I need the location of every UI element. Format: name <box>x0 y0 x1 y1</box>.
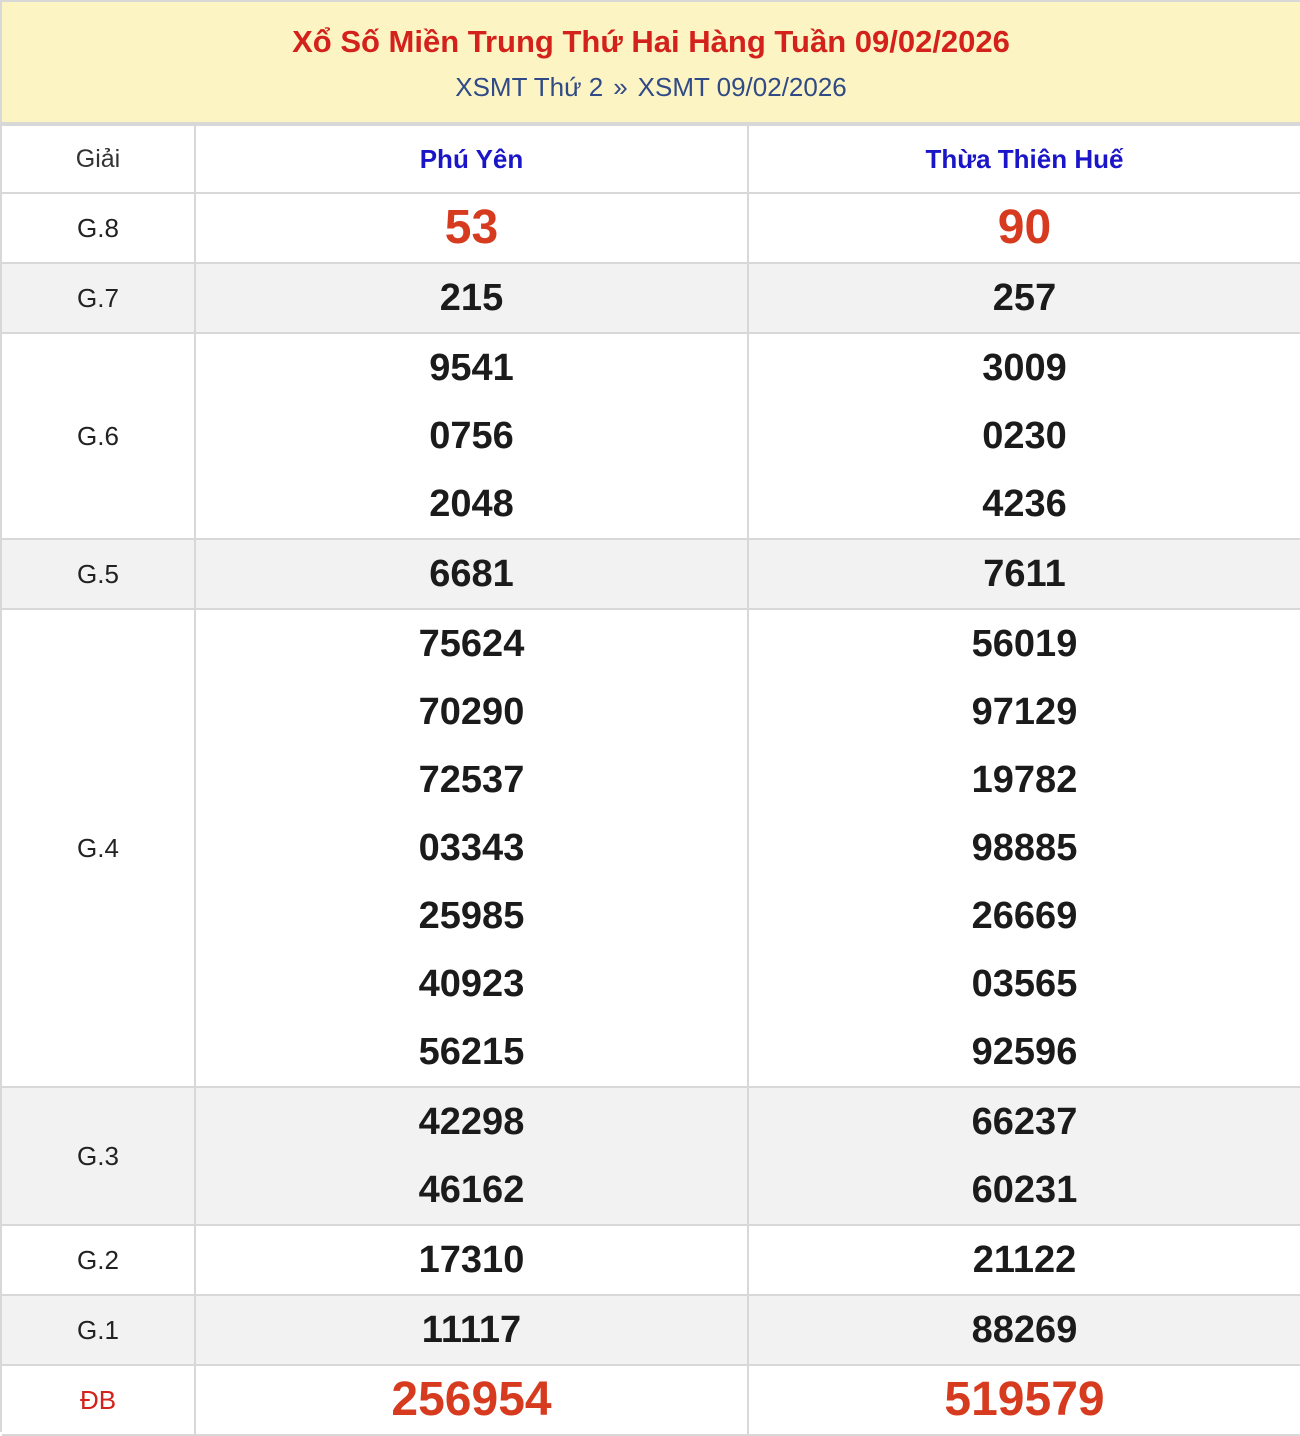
result-number-list <box>749 1226 1300 1294</box>
table-header-row <box>2 125 1300 193</box>
table-row <box>2 1225 1300 1295</box>
table-row <box>2 1365 1300 1435</box>
result-cell-phu-yen <box>195 1365 748 1435</box>
result-number: 25985 <box>418 895 525 937</box>
result-number: 11117 <box>421 1309 522 1351</box>
result-cell-phu-yen <box>195 333 748 539</box>
prize-label: G.3 <box>2 1087 195 1225</box>
result-number-list <box>196 334 747 538</box>
province-header-thua-thien-hue[interactable]: Thừa Thiên Huế <box>748 125 1300 193</box>
prize-label: G.4 <box>2 609 195 1087</box>
breadcrumb-link-date[interactable]: XSMT 09/02/2026 <box>637 72 847 102</box>
result-number-list <box>196 610 747 1086</box>
result-cell-phu-yen <box>195 539 748 609</box>
result-number: 88269 <box>971 1309 1078 1351</box>
result-cell-thua-thien-hue <box>748 193 1300 263</box>
result-number: 7611 <box>983 553 1066 595</box>
result-cell-thua-thien-hue <box>748 333 1300 539</box>
result-number: 6681 <box>429 553 514 595</box>
result-number-list <box>196 1226 747 1294</box>
result-number: 03565 <box>971 963 1078 1005</box>
result-number: 46162 <box>418 1169 525 1211</box>
result-number-list <box>196 194 747 262</box>
result-number-list <box>749 1366 1300 1434</box>
result-cell-phu-yen <box>195 609 748 1087</box>
result-number: 40923 <box>418 963 525 1005</box>
results-header <box>2 2 1300 124</box>
breadcrumb <box>2 72 1300 102</box>
prize-label: G.6 <box>2 333 195 539</box>
prize-label: G.2 <box>2 1225 195 1295</box>
table-row <box>2 1087 1300 1225</box>
result-cell-phu-yen <box>195 1225 748 1295</box>
result-number-list <box>196 1296 747 1364</box>
result-number-list <box>749 1088 1300 1224</box>
result-cell-thua-thien-hue <box>748 1365 1300 1435</box>
table-row <box>2 1295 1300 1365</box>
prize-label: ĐB <box>2 1365 195 1435</box>
result-number-list <box>196 264 747 332</box>
result-number: 9541 <box>429 347 514 389</box>
result-number-list <box>749 1296 1300 1364</box>
result-number: 70290 <box>418 691 525 733</box>
province-header-phu-yen[interactable]: Phú Yên <box>195 125 748 193</box>
prize-column-header: Giải <box>2 125 195 193</box>
result-number: 0756 <box>429 415 514 457</box>
prize-label: G.5 <box>2 539 195 609</box>
result-cell-thua-thien-hue <box>748 1087 1300 1225</box>
result-number: 97129 <box>971 691 1078 733</box>
result-number: 53 <box>444 201 499 254</box>
result-number-list <box>196 1088 747 1224</box>
table-row <box>2 263 1300 333</box>
result-cell-thua-thien-hue <box>748 1225 1300 1295</box>
result-number: 519579 <box>944 1373 1105 1426</box>
result-cell-thua-thien-hue <box>748 609 1300 1087</box>
result-cell-thua-thien-hue <box>748 263 1300 333</box>
result-number: 03343 <box>418 827 525 869</box>
result-number-list <box>196 540 747 608</box>
result-number: 56019 <box>971 623 1078 665</box>
result-number: 17310 <box>418 1239 525 1281</box>
result-number-list <box>749 264 1300 332</box>
result-number: 2048 <box>429 483 514 525</box>
prize-label: G.1 <box>2 1295 195 1365</box>
results-body <box>2 193 1300 1435</box>
prize-label: G.7 <box>2 263 195 333</box>
result-cell-thua-thien-hue <box>748 1295 1300 1365</box>
result-number-list <box>749 540 1300 608</box>
prize-label: G.8 <box>2 193 195 263</box>
page-title: Xổ Số Miền Trung Thứ Hai Hàng Tuần 09/02/2026 <box>292 24 1010 59</box>
result-number-list <box>749 610 1300 1086</box>
result-number: 257 <box>992 277 1057 319</box>
result-number-list <box>749 194 1300 262</box>
result-cell-phu-yen <box>195 263 748 333</box>
result-number: 256954 <box>391 1373 552 1426</box>
table-row <box>2 539 1300 609</box>
result-number: 90 <box>997 201 1052 254</box>
result-cell-phu-yen <box>195 1295 748 1365</box>
result-cell-phu-yen <box>195 193 748 263</box>
result-number: 215 <box>439 277 504 319</box>
result-cell-phu-yen <box>195 1087 748 1225</box>
result-number: 75624 <box>418 623 525 665</box>
table-row <box>2 193 1300 263</box>
result-number: 72537 <box>418 759 525 801</box>
result-number: 26669 <box>971 895 1078 937</box>
result-number: 66237 <box>971 1101 1078 1143</box>
result-number: 56215 <box>418 1031 525 1073</box>
breadcrumb-separator-icon: » <box>613 72 628 102</box>
result-number: 3009 <box>982 347 1067 389</box>
result-number: 92596 <box>971 1031 1078 1073</box>
result-number: 21122 <box>972 1239 1077 1281</box>
result-number-list <box>196 1366 747 1434</box>
result-cell-thua-thien-hue <box>748 539 1300 609</box>
results-table <box>2 124 1300 1436</box>
result-number: 60231 <box>971 1169 1078 1211</box>
table-row <box>2 609 1300 1087</box>
result-number: 98885 <box>971 827 1078 869</box>
result-number: 19782 <box>971 759 1078 801</box>
breadcrumb-link-weekday[interactable]: XSMT Thứ 2 <box>455 72 604 102</box>
result-number: 42298 <box>418 1101 525 1143</box>
table-row <box>2 333 1300 539</box>
result-number-list <box>749 334 1300 538</box>
result-number: 4236 <box>982 483 1067 525</box>
result-number: 0230 <box>982 415 1067 457</box>
